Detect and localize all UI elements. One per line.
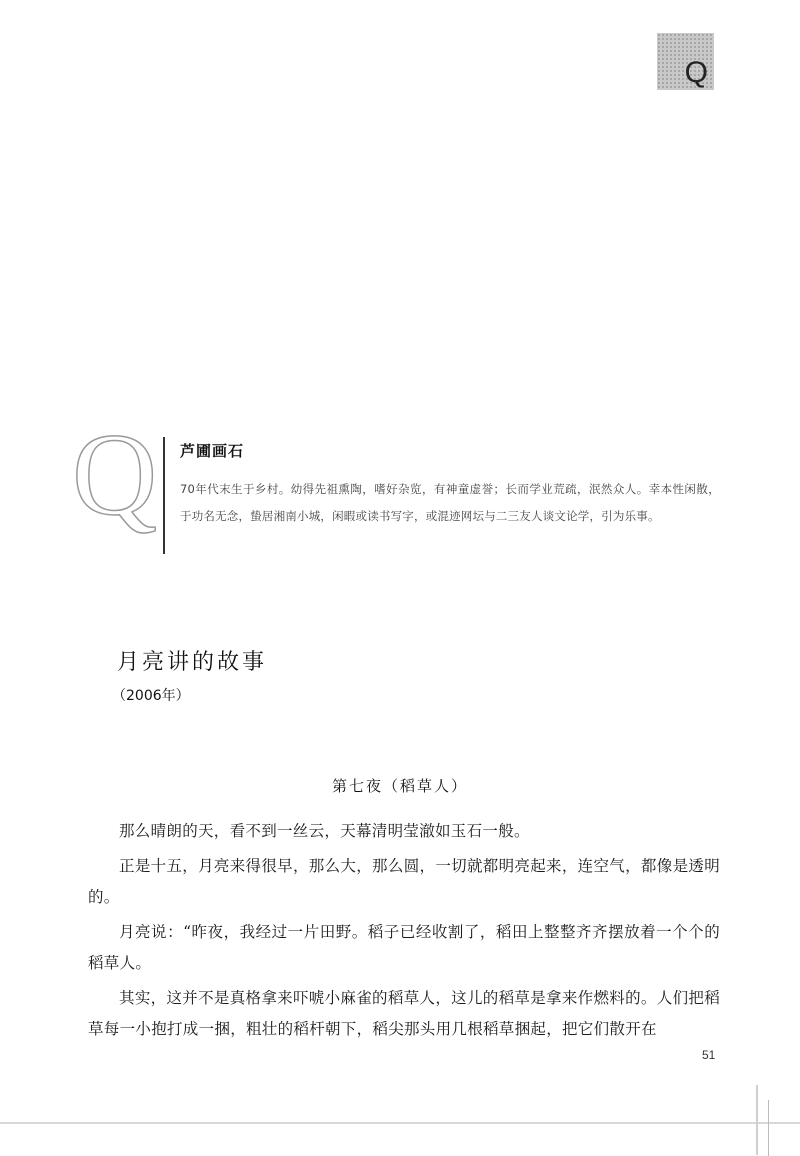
author-bio: 70年代末生于乡村。幼得先祖熏陶，嗜好杂览，有神童虚誉；长而学业荒疏，泯然众人。幸本性闲散，于功名无念，蛰居湘南小城，闲暇或读书写字，或混迹网坛与二三友人谈文论学，引为乐事。 <box>180 482 720 523</box>
chapter-heading: 第七夜（稻草人） <box>331 777 468 795</box>
author-initial-decoration: Q <box>72 409 158 540</box>
section-letter: Q <box>684 56 708 89</box>
scan-edge <box>768 1100 769 1156</box>
author-divider <box>163 437 165 554</box>
scan-edge <box>0 1122 800 1124</box>
article-body <box>88 816 720 1049</box>
scan-edge <box>756 1085 758 1155</box>
page-number: 51 <box>702 1048 716 1062</box>
author-name: 芦圃画石 <box>180 442 245 460</box>
body-paragraph: 其实，这并不是真格拿来吓唬小麻雀的稻草人，这儿的稻草是拿来作燃料的。人们把稻草每一小抱打成一捆，粗壮的稻杆朝下，稻尖那头用几根稻草捆起，把它们散开在 <box>88 989 720 1038</box>
article-year: （2006年） <box>112 688 190 704</box>
section-tab <box>657 33 714 90</box>
body-paragraph: 月亮说：“昨夜，我经过一片田野。稻子已经收割了，稻田上整整齐齐摆放着一个个的稻草人。 <box>88 923 720 972</box>
body-paragraph: 正是十五，月亮来得很早，那么大，那么圆，一切就都明亮起来，连空气，都像是透明的。 <box>88 857 720 906</box>
body-paragraph: 那么晴朗的天，看不到一丝云，天幕清明莹澈如玉石一般。 <box>119 822 530 840</box>
article-title: 月亮讲的故事 <box>117 650 268 675</box>
